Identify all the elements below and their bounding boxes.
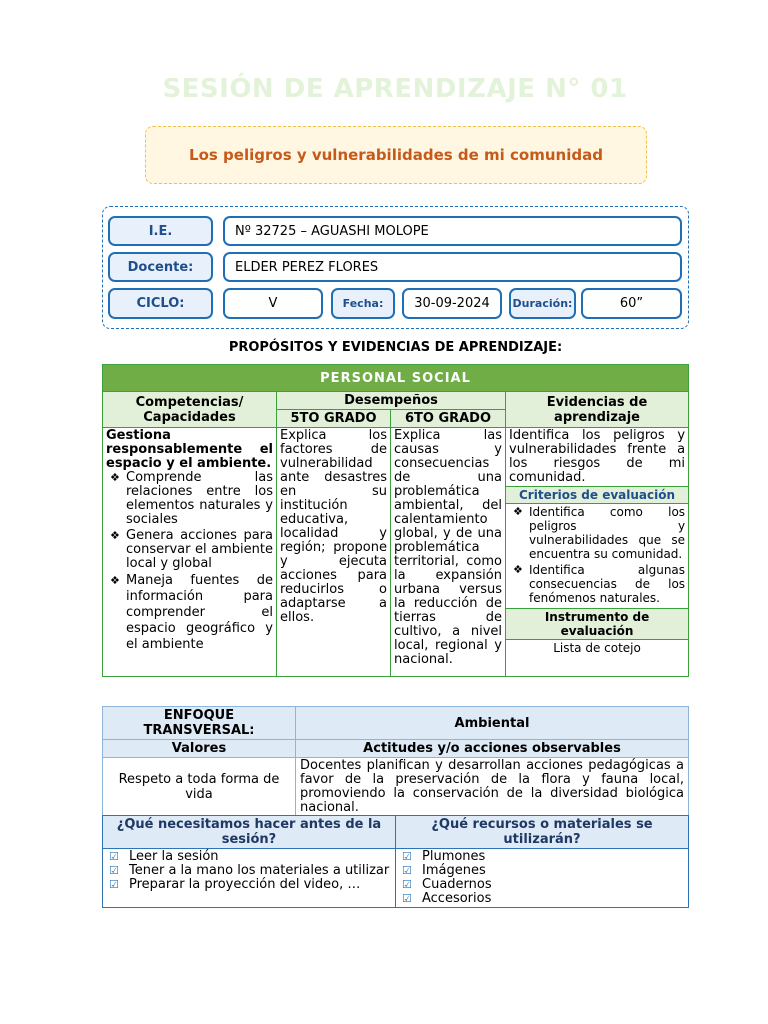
fecha-value: 30-09-2024 <box>402 288 502 319</box>
docente-value: ELDER PEREZ FLORES <box>223 252 682 282</box>
competencias-header: Competencias/ Capacidades <box>103 392 277 428</box>
criterios-header: Criterios de evaluación <box>506 487 689 504</box>
desempenos-header: Desempeños <box>277 392 506 410</box>
section-heading: PROPÓSITOS Y EVIDENCIAS DE APRENDIZAJE: <box>228 340 563 355</box>
list-item: ❖ Identifica algunas consecuencias de los fenómenos naturales. <box>529 563 685 605</box>
before-cell <box>103 849 396 908</box>
list-item: ☑ Plumones <box>422 850 684 864</box>
enfoque-value: Ambiental <box>296 707 689 740</box>
duracion-value: 60” <box>581 288 682 319</box>
ciclo-value: V <box>223 288 323 319</box>
ie-label: I.E. <box>108 216 213 246</box>
before-header: ¿Qué necesitamos hacer antes de la sesión? <box>103 816 396 849</box>
list-item: ☑ Preparar la proyección del video, … <box>129 878 391 892</box>
page-title: SESIÓN DE APRENDIZAJE N° 01 <box>162 74 628 104</box>
area-header: PERSONAL SOCIAL <box>103 365 689 392</box>
resources-header: ¿Qué recursos o materiales se utilizarán? <box>396 816 689 849</box>
enfoque-label: ENFOQUE TRANSVERSAL: <box>103 707 296 740</box>
list-item: ☑ Tener a la mano los materiales a utilizar <box>129 864 391 878</box>
list-item: ❖ Comprende las relaciones entre los elementos naturales y sociales <box>126 471 273 527</box>
preparation-table <box>102 815 689 908</box>
duracion-label: Duración: <box>509 288 576 319</box>
list-item: ☑ Cuadernos <box>422 878 684 892</box>
evidencias-header: Evidencias de aprendizaje <box>506 392 689 428</box>
valores-header: Valores <box>103 740 296 758</box>
actitudes-header: Actitudes y/o acciones observables <box>296 740 689 758</box>
list-item: ☑ Imágenes <box>422 864 684 878</box>
purposes-table <box>102 364 689 677</box>
desempeno-6-cell: Explica las causas y consecuencias de una problemática ambiental, del calentamiento global, y de una problemática territorial, como la expansión urbana versus la reducción de tierras de cultivo, a nivel local, regional y nacional. <box>391 428 506 677</box>
list-item: ☑ Leer la sesión <box>129 850 391 864</box>
criterios-list <box>509 505 685 605</box>
competencia-text: Gestiona responsablemente el espacio y el ambiente. <box>106 428 273 471</box>
valor-cell: Respeto a toda forma de vida <box>103 758 296 817</box>
resources-cell <box>396 849 689 908</box>
actitud-cell: Docentes planifican y desarrollan acciones pedagógicas a favor de la preservación de la flora y fauna local, promoviendo la conservación de la diversidad biológica nacional. <box>296 758 689 817</box>
list-item: ☑ Accesorios <box>422 892 684 906</box>
ie-value: Nº 32725 – AGUASHI MOLOPE <box>223 216 682 246</box>
desempeno-5-cell: Explica los factores de vulnerabilidad ante desastres en su institución educativa, localidad y región; propone y ejecuta acciones para reducirlos o adaptarse a ellos. <box>277 428 391 677</box>
fecha-label: Fecha: <box>331 288 395 319</box>
ciclo-label: CICLO: <box>108 288 213 319</box>
resources-list <box>400 850 684 906</box>
list-item: ❖ Identifica como los peligros y vulnerabilidades que se encuentra su comunidad. <box>529 505 685 561</box>
list-item: ❖ Genera acciones para conservar el ambiente local y global <box>126 529 273 571</box>
list-item: ❖ Maneja fuentes de información para comprender el espacio geográfico y el ambiente <box>126 573 273 653</box>
capacidades-list <box>106 471 273 653</box>
enfoque-table <box>102 706 689 817</box>
criterios-cell <box>506 504 689 609</box>
before-list <box>107 850 391 892</box>
grade-6-header: 6TO GRADO <box>391 410 506 428</box>
instrumento-cell: Lista de cotejo <box>506 640 689 677</box>
instrumento-header: Instrumento de evaluación <box>506 609 689 640</box>
evidencia-cell: Identifica los peligros y vulnerabilidades frente a los riesgos de mi comunidad. <box>506 428 689 487</box>
docente-label: Docente: <box>108 252 213 282</box>
session-subtitle: Los peligros y vulnerabilidades de mi comunidad <box>145 126 647 184</box>
grade-5-header: 5TO GRADO <box>277 410 391 428</box>
competencias-cell <box>103 428 277 677</box>
